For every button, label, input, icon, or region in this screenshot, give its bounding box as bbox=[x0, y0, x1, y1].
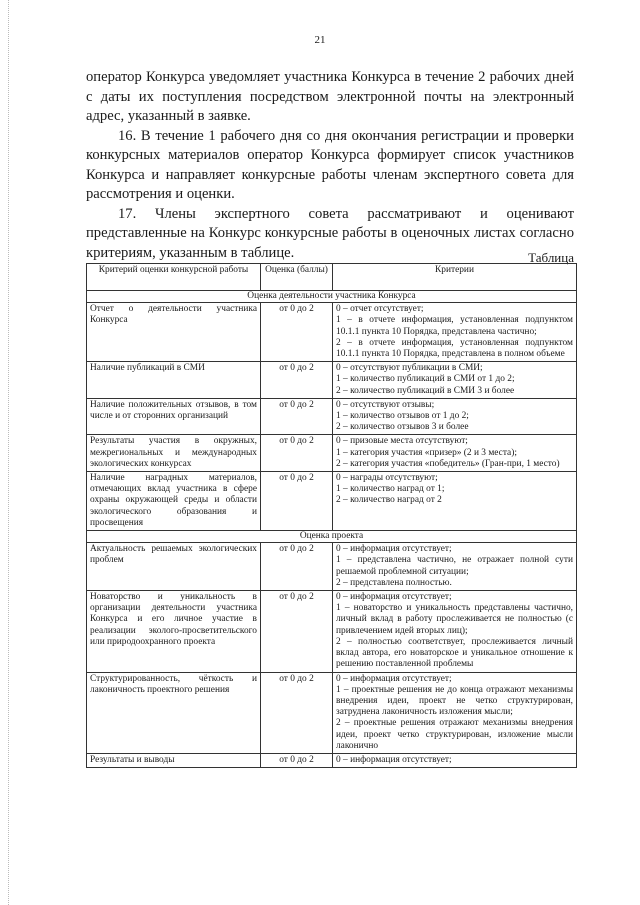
criteria-cell bbox=[333, 591, 577, 672]
header-criterion: Критерий оценки конкурсной работы bbox=[87, 264, 261, 291]
table-row bbox=[87, 753, 577, 767]
score-cell: от 0 до 2 bbox=[261, 472, 333, 531]
criteria-line: 0 – информация отсутствует; bbox=[336, 754, 452, 765]
criteria-line: 0 – отсутствуют отзывы; bbox=[336, 399, 435, 410]
score-cell: от 0 до 2 bbox=[261, 543, 333, 591]
criteria-cell bbox=[333, 472, 577, 531]
section-title-project: Оценка проекта bbox=[87, 531, 577, 543]
table-row bbox=[87, 543, 577, 591]
table-row bbox=[87, 303, 577, 362]
criteria-line: 0 – отчет отсутствует; bbox=[336, 304, 424, 315]
binding-margin bbox=[8, 0, 10, 905]
score-cell: от 0 до 2 bbox=[261, 753, 333, 767]
criteria-cell bbox=[333, 543, 577, 591]
criteria-line: 0 – информация отсутствует; bbox=[336, 673, 452, 684]
score-cell: от 0 до 2 bbox=[261, 672, 333, 753]
criterion-cell: Отчет о деятельности участника Конкурса bbox=[87, 303, 261, 362]
table-row bbox=[87, 591, 577, 672]
page-number: 21 bbox=[314, 34, 326, 46]
criterion-cell: Наличие наградных материалов, отмечающих вклад участника в сфере охраны окружающей среды и области экологического образования и просвещения bbox=[87, 472, 261, 531]
paragraph-16: 16. В течение 1 рабочего дня со дня окончания регистрации и проверки конкурсных материалов оператор Конкурса формирует список участников Конкурса и направляет конкурсные работы членам экспертного совета для рассмотрения и оценки. bbox=[86, 127, 574, 202]
table-caption: Таблица bbox=[528, 250, 574, 265]
criteria-line: 1 – количество наград от 1; bbox=[336, 484, 445, 495]
score-cell: от 0 до 2 bbox=[261, 435, 333, 472]
criteria-cell bbox=[333, 753, 577, 767]
criteria-line: 1 – в отчете информация, установленная подпунктом 10.1.1 пункта 10 Порядка, представлена частично; bbox=[336, 315, 573, 337]
score-cell: от 0 до 2 bbox=[261, 591, 333, 672]
table-row bbox=[87, 472, 577, 531]
criteria-cell bbox=[333, 435, 577, 472]
table-header-row bbox=[87, 264, 577, 291]
criteria-line: 0 – отсутствуют публикации в СМИ; bbox=[336, 363, 483, 374]
criterion-cell: Наличие публикаций в СМИ bbox=[87, 362, 261, 399]
criteria-line: 1 – количество отзывов от 1 до 2; bbox=[336, 411, 469, 422]
criteria-line: 2 – количество отзывов 3 и более bbox=[336, 422, 469, 433]
header-criteria: Критерии bbox=[333, 264, 577, 291]
criteria-line: 1 – количество публикаций в СМИ от 1 до 2; bbox=[336, 374, 515, 385]
section-row bbox=[87, 531, 577, 543]
criteria-line: 0 – информация отсутствует; bbox=[336, 592, 452, 603]
criteria-line: 0 – награды отсутствуют; bbox=[336, 473, 438, 484]
criteria-line: 2 – представлена полностью. bbox=[336, 577, 452, 588]
score-cell: от 0 до 2 bbox=[261, 362, 333, 399]
criteria-line: 2 – проектные решения отражают механизмы внедрения идеи, проект четко структурирован, изложение мысли лаконично bbox=[336, 718, 573, 751]
body-text bbox=[86, 68, 574, 263]
score-cell: от 0 до 2 bbox=[261, 398, 333, 435]
score-cell: от 0 до 2 bbox=[261, 303, 333, 362]
section-row bbox=[87, 291, 577, 303]
criteria-cell bbox=[333, 303, 577, 362]
criteria-line: 1 – проектные решения не до конца отражают механизмы внедрения идеи, проект не четко структурирован, затруднена лаконичность изложения мысли; bbox=[336, 684, 573, 718]
criteria-line: 2 – количество публикаций в СМИ 3 и более bbox=[336, 385, 515, 396]
paragraph-17: 17. Члены экспертного совета рассматривают и оценивают представленные на Конкурс конкурсные работы в оценочных листах согласно критериям, указанным в таблице. bbox=[86, 205, 574, 261]
criteria-line: 2 – категория участия «победитель» (Гран-при, 1 место) bbox=[336, 458, 560, 469]
criterion-cell: Наличие положительных отзывов, в том числе и от сторонних организаций bbox=[87, 398, 261, 435]
criteria-line: 2 – полностью соответствует, прослеживается личный вклад автора, его новаторское и уникальное отношение к решению поставленной проблемы bbox=[336, 636, 573, 670]
paragraph-1: оператор Конкурса уведомляет участника Конкурса в течение 2 рабочих дней с даты их поступления посредством электронной почты на электронный адрес, указанный в заявке. bbox=[86, 69, 574, 124]
criterion-cell: Актуальность решаемых экологических проблем bbox=[87, 543, 261, 591]
section-title-participant: Оценка деятельности участника Конкурса bbox=[87, 291, 577, 303]
criterion-cell: Результаты участия в окружных, межрегиональных и международных экологических конкурсах bbox=[87, 435, 261, 472]
criterion-cell: Структурированность, чёткость и лаконичность проектного решения bbox=[87, 672, 261, 753]
table-row bbox=[87, 435, 577, 472]
criteria-cell bbox=[333, 362, 577, 399]
criteria-line: 1 – новаторство и уникальность представлены частично, личный вклад в работу прослеживается не полностью (с привлечением идей вторых лиц); bbox=[336, 603, 573, 636]
criteria-line: 1 – представлена частично, не отражает полной сути решаемой проблемной ситуации; bbox=[336, 555, 573, 577]
criteria-line: 1 – категория участия «призер» (2 и 3 места); bbox=[336, 447, 517, 458]
criteria-line: 2 – в отчете информация, установленная подпунктом 10.1.1 пункта 10 Порядка, представлена в полном объеме bbox=[336, 337, 573, 360]
criterion-cell: Новаторство и уникальность в организации деятельности участника Конкурса и его личное участие в реализации эколого-просветительского или природоохранного проекта bbox=[87, 591, 261, 672]
criteria-line: 0 – информация отсутствует; bbox=[336, 544, 452, 555]
criteria-line: 2 – количество наград от 2 bbox=[336, 495, 442, 506]
table-row bbox=[87, 362, 577, 399]
header-score: Оценка (баллы) bbox=[261, 264, 333, 291]
table-row bbox=[87, 672, 577, 753]
criterion-cell: Результаты и выводы bbox=[87, 753, 261, 767]
criteria-table bbox=[86, 263, 577, 768]
criteria-line: 0 – призовые места отсутствуют; bbox=[336, 436, 468, 447]
criteria-cell bbox=[333, 672, 577, 753]
criteria-cell bbox=[333, 398, 577, 435]
table-row bbox=[87, 398, 577, 435]
